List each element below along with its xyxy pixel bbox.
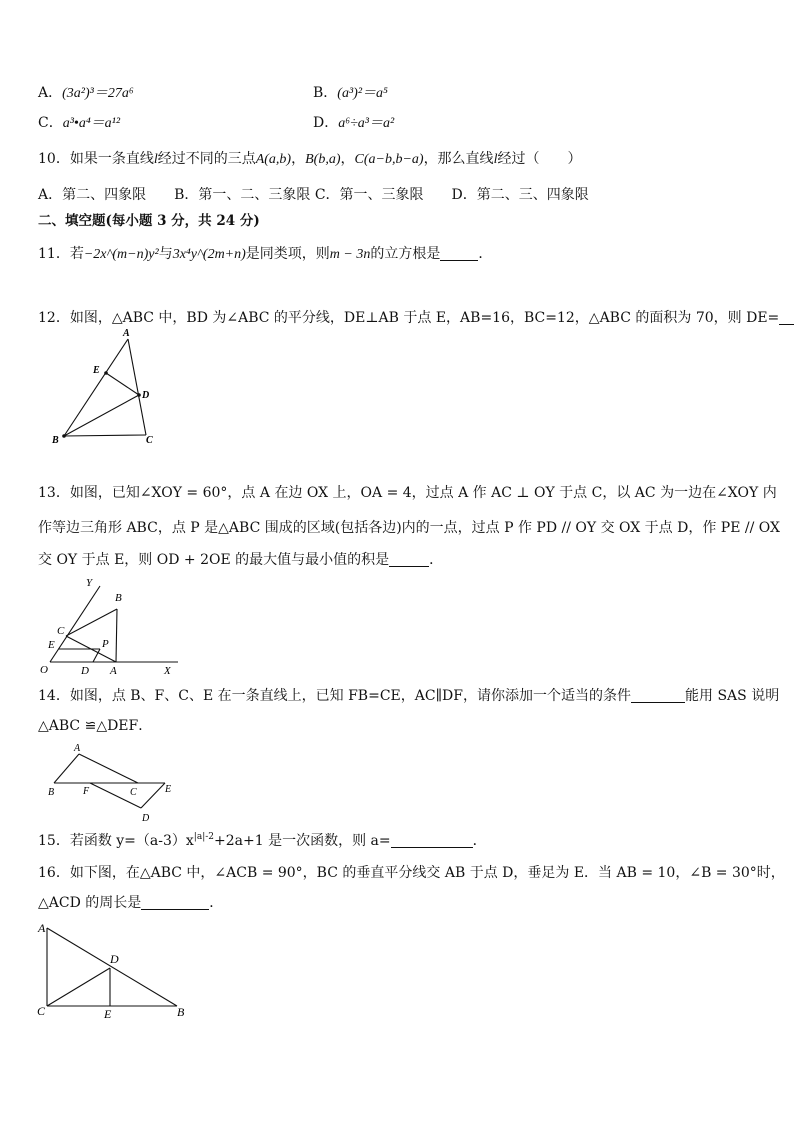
option-label: C． [38,115,63,131]
q12-figure [40,325,170,450]
stem-text: ，那么直线 [423,151,494,167]
stem-text: +2a+1 是一次函数，则 a= [214,833,391,849]
q9-option-c [38,113,120,134]
stem-text: 15．若函数 y=（a-3）x [38,833,194,849]
q16-line-2 [38,893,223,913]
q13-line-2: 作等边三角形 ABC，点 P 是△ABC 围成的区域(包括各边)内的一点，过点 P 作 PD // OY 交 OX 于点 D，作 PE // OX [38,520,780,536]
label-f: F [83,786,90,797]
term-2: 3x⁴y^(2m+n) [172,247,246,262]
point-b: B(b,a) [305,152,341,167]
label-b: B [115,592,122,604]
label-a: A [123,328,130,339]
label-d: D [110,952,119,966]
q9-option-b [313,83,388,104]
stem-text: 经过不同的三点 [157,151,256,167]
answer-blank[interactable] [440,246,478,261]
option-expression: (a³)²＝a⁵ [337,86,388,101]
q14-figure [40,740,180,826]
stem-text: ． [472,833,487,849]
label-d: D [81,665,89,677]
label-y: Y [86,577,93,589]
label-e: E [48,639,55,651]
label-c: C [146,435,153,446]
stem-text: 经过（ ） [497,151,582,167]
stem-text: 与 [158,246,173,262]
answer-blank[interactable] [779,310,794,325]
q9-option-a [38,83,134,104]
stem-text: ． [478,246,493,262]
q16-line-1: 16．如下图，在△ABC 中，∠ACB = 90°，BC 的垂直平分线交 AB 于点 D，垂足为 E．当 AB = 10，∠B = 30°时， [38,865,785,881]
label-b: B [48,787,55,798]
stem-text: △ACD 的周长是 [38,895,142,911]
variable: l [493,152,498,167]
stem-text: 的立方根是 [370,246,441,262]
answer-blank[interactable] [631,688,685,703]
answer-blank[interactable] [141,895,209,910]
option-label: B． [313,85,338,101]
option-label: D． [313,115,339,131]
q9-option-d [313,113,394,134]
q11-stem [38,244,492,265]
label-p: P [102,638,109,650]
point-c: C(a−b,b−a) [354,152,424,167]
label-c: C [130,787,137,798]
label-a: A [38,921,46,935]
label-d: D [142,390,150,401]
stem-text: 是同类项，则 [245,246,330,262]
stem-text: 交 OY 于点 E，则 OD + 2OE 的最大值与最小值的积是 [38,552,390,568]
term-1: −2x^(m−n)y² [83,247,159,262]
stem-text: 如果一条直线 [69,151,154,167]
option-label: A． [38,85,63,101]
stem-text: 能用 SAS 说明 [685,688,780,704]
label-b: B [52,435,59,446]
label-e: E [93,365,100,376]
q10-options: A．第二、四象限 B．第一、二、三象限 C．第一、三象限 D．第二、三、四象限 [38,187,589,203]
q16-figure [34,918,194,1024]
point-a: A(a,b) [255,152,292,167]
exponent: |a|-2 [193,832,214,842]
q14-line-1 [38,686,779,706]
label-a: A [74,743,81,754]
label-c: C [57,625,65,637]
label-d: D [142,813,150,824]
q14-line-2: △ABC ≌△DEF． [38,718,153,734]
answer-blank[interactable] [391,833,473,848]
expression: m − 3n [329,247,371,262]
q13-line-1: 13．如图，已知∠XOY = 60°，点 A 在边 OX 上，OA = 4，过点 A 作 AC ⊥ OY 于点 C，以 AC 为一边在∠XOY 内 [38,485,777,501]
label-e: E [104,1007,112,1021]
section-title: 二、填空题(每小题 3 分，共 24 分) [38,213,260,229]
question-number: 10． [38,151,70,167]
label-a: A [110,665,117,677]
question-number: 11． [38,246,70,262]
variable: l [153,152,158,167]
option-expression: a³•a⁴＝a¹² [62,116,121,131]
stem-text: 14．如图，点 B、F、C、E 在一条直线上，已知 FB=CE，AC∥DF，请你添加一个适当的条件 [38,688,631,704]
stem-text: ． [429,552,444,568]
stem-text: 如图，△ABC 中，BD 为∠ABC 的平分线，DE⊥AB 于点 E，AB=16，BC=12，△ABC 的面积为 70，则 DE= [69,310,780,326]
label-b: B [177,1005,185,1019]
q10-stem: 10．如果一条直线l经过不同的三点A(a,b)，B(b,a)，C(a−b,b−a)，那么直线l经过（ ） [38,151,582,167]
stem-text: ． [209,895,224,911]
question-number: 12． [38,310,70,326]
label-x: X [164,665,171,677]
option-expression: a⁶÷a³＝a² [338,116,395,131]
stem-text: 若 [69,246,84,262]
q13-line-3 [38,550,443,570]
label-o: O [40,664,48,676]
q15-stem [38,831,487,851]
option-expression: (3a²)³＝27a⁶ [62,86,134,101]
answer-blank[interactable] [389,552,429,567]
label-c: C [37,1004,46,1018]
q13-figure [36,576,186,678]
label-e: E [165,784,172,795]
